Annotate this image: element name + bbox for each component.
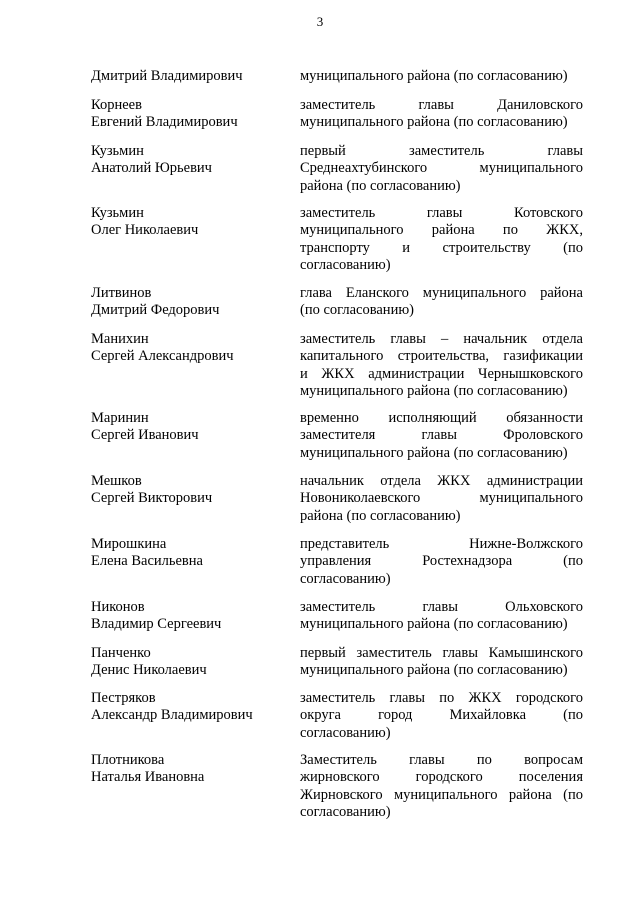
member-position-line: Новониколаевского муниципального bbox=[300, 490, 583, 507]
member-name bbox=[91, 599, 291, 634]
member-position-line: транспорту и строительству (по bbox=[300, 239, 583, 256]
member-position-line: заместитель главы Даниловского bbox=[300, 97, 583, 113]
member-position bbox=[300, 645, 583, 680]
member-position bbox=[300, 97, 583, 132]
member-position-line: согласованию) bbox=[300, 804, 391, 821]
member-name-line: Кузьмин bbox=[91, 205, 144, 221]
member-position-line: представитель Нижне-Волжского bbox=[300, 536, 583, 552]
member-position-line: округа город Михайловка (по bbox=[300, 707, 583, 724]
member-position bbox=[300, 331, 583, 401]
member-name-line: Анатолий Юрьевич bbox=[91, 160, 212, 177]
member-position bbox=[300, 690, 583, 742]
member-name-line: Сергей Иванович bbox=[91, 427, 199, 444]
member-name bbox=[91, 68, 291, 85]
member-position-line: (по согласованию) bbox=[300, 302, 414, 319]
member-name bbox=[91, 536, 291, 571]
member-position-line: заместителя главы Фроловского bbox=[300, 427, 583, 444]
member-name-line: Маринин bbox=[91, 410, 149, 426]
member-position bbox=[300, 205, 583, 275]
member-position-line: муниципального района (по согласованию) bbox=[300, 68, 568, 84]
member-name-line: Олег Николаевич bbox=[91, 222, 199, 239]
member-position-line: Среднеахтубинского муниципального bbox=[300, 160, 583, 177]
member-position-line: первый заместитель главы bbox=[300, 143, 583, 159]
member-name-line: Дмитрий Владимирович bbox=[91, 68, 243, 84]
member-name-line: Пестряков bbox=[91, 690, 156, 706]
member-position bbox=[300, 752, 583, 822]
member-name bbox=[91, 473, 291, 508]
member-name-line: Литвинов bbox=[91, 285, 152, 301]
member-position-line: района (по согласованию) bbox=[300, 177, 461, 194]
member-position-line: заместитель главы по ЖКХ городского bbox=[300, 690, 583, 706]
member-name-line: Панченко bbox=[91, 645, 151, 661]
member-position bbox=[300, 410, 583, 462]
member-position-line: муниципального района (по согласованию) bbox=[300, 114, 568, 131]
member-name bbox=[91, 285, 291, 320]
member-position-line: согласованию) bbox=[300, 257, 391, 274]
member-name-line: Денис Николаевич bbox=[91, 662, 207, 679]
member-name-line: Кузьмин bbox=[91, 143, 144, 159]
member-position-line: согласованию) bbox=[300, 724, 391, 741]
member-position-line: временно исполняющий обязанности bbox=[300, 410, 583, 426]
member-position-line: первый заместитель главы Камышинского bbox=[300, 645, 583, 661]
member-position-line: заместитель главы Котовского bbox=[300, 205, 583, 221]
member-name-line: Наталья Ивановна bbox=[91, 769, 205, 786]
member-position-line: Заместитель главы по вопросам bbox=[300, 752, 583, 768]
member-name-line: Плотникова bbox=[91, 752, 165, 768]
member-position-line: района (по согласованию) bbox=[300, 507, 461, 524]
member-position-line: муниципального района по ЖКХ, bbox=[300, 222, 583, 239]
member-name bbox=[91, 205, 291, 240]
member-position bbox=[300, 473, 583, 525]
page-number: 3 bbox=[316, 14, 324, 29]
member-position-line: Жирновского муниципального района (по bbox=[300, 786, 583, 803]
member-name-line: Сергей Александрович bbox=[91, 348, 234, 365]
member-name bbox=[91, 752, 291, 787]
member-position-line: согласованию) bbox=[300, 570, 391, 587]
member-position-line: начальник отдела ЖКХ администрации bbox=[300, 473, 583, 489]
member-name-line: Мешков bbox=[91, 473, 142, 489]
member-name-line: Манихин bbox=[91, 331, 149, 347]
member-name bbox=[91, 690, 291, 725]
member-position-line: муниципального района (по согласованию) bbox=[300, 383, 568, 400]
member-name-line: Сергей Викторович bbox=[91, 490, 213, 507]
member-position-line: капитального строительства, газификации bbox=[300, 348, 583, 365]
member-position bbox=[300, 143, 583, 195]
member-name-line: Евгений Владимирович bbox=[91, 114, 238, 131]
member-position bbox=[300, 599, 583, 634]
member-name-line: Александр Владимирович bbox=[91, 707, 253, 724]
member-name-line: Елена Васильевна bbox=[91, 553, 203, 570]
member-position bbox=[300, 285, 583, 320]
member-name bbox=[91, 143, 291, 178]
member-name-line: Владимир Сергеевич bbox=[91, 616, 222, 633]
member-name bbox=[91, 97, 291, 132]
member-position-line: и ЖКХ администрации Чернышковского bbox=[300, 365, 583, 382]
member-position-line: заместитель главы Ольховского bbox=[300, 599, 583, 615]
member-name-line: Никонов bbox=[91, 599, 145, 615]
member-position-line: муниципального района (по согласованию) bbox=[300, 662, 568, 679]
member-name-line: Корнеев bbox=[91, 97, 142, 113]
member-name bbox=[91, 645, 291, 680]
member-name bbox=[91, 410, 291, 445]
member-position bbox=[300, 68, 583, 85]
member-name-line: Дмитрий Федорович bbox=[91, 302, 220, 319]
member-position-line: управления Ростехнадзора (по bbox=[300, 553, 583, 570]
member-position-line: жирновского городского поселения bbox=[300, 769, 583, 786]
member-position-line: муниципального района (по согласованию) bbox=[300, 616, 568, 633]
member-position bbox=[300, 536, 583, 588]
member-position-line: муниципального района (по согласованию) bbox=[300, 444, 568, 461]
member-name-line: Мирошкина bbox=[91, 536, 167, 552]
member-name bbox=[91, 331, 291, 366]
member-position-line: глава Еланского муниципального района bbox=[300, 285, 583, 301]
member-position-line: заместитель главы – начальник отдела bbox=[300, 331, 583, 347]
